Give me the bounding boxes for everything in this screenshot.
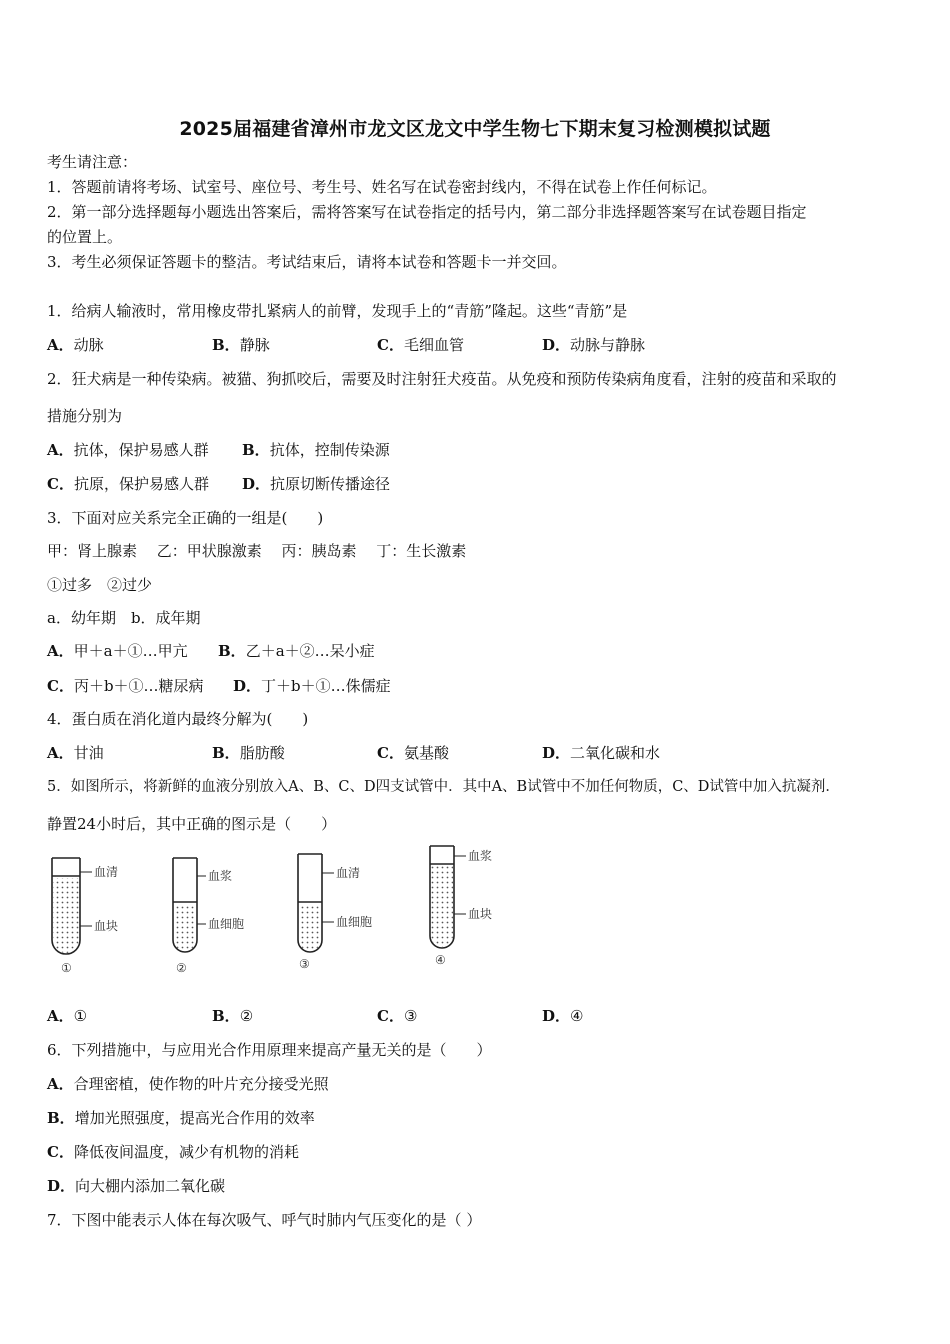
- q4-stem: 4．蛋白质在消化道内最终分解为( ): [47, 710, 309, 728]
- q5-option-a[interactable]: [47, 1006, 87, 1026]
- notice-item: 1．答题前请将考场、试室号、座位号、考生号、姓名写在试卷密封线内，不得在试卷上作任何标记。: [47, 178, 717, 196]
- option-text: ③: [403, 1007, 418, 1025]
- tube-4-number: ④: [435, 953, 446, 967]
- option-text: 抗原，保护易感人群: [73, 475, 209, 493]
- q1-option-c[interactable]: [377, 335, 464, 355]
- q3-option-a[interactable]: [47, 641, 188, 661]
- option-text: 毛细血管: [403, 336, 464, 354]
- option-letter: B．: [242, 441, 270, 459]
- option-letter: B．: [47, 1109, 75, 1127]
- notice-item: 3．考生必须保证答题卡的整洁。考试结束后，请将本试卷和答题卡一并交回。: [47, 253, 567, 271]
- option-letter: B．: [218, 642, 246, 660]
- option-text: 增加光照强度，提高光合作用的效率: [74, 1109, 315, 1127]
- option-text: 甘油: [73, 744, 104, 762]
- option-letter: A．: [47, 1007, 74, 1025]
- option-text: 抗原切断传播途径: [270, 475, 391, 493]
- tube-3-number: ③: [299, 957, 310, 971]
- q5-option-c[interactable]: [377, 1006, 417, 1026]
- q3-stem: 3．下面对应关系完全正确的一组是( ): [47, 509, 324, 527]
- option-letter: B．: [212, 744, 240, 762]
- tube-1-number: ①: [61, 961, 72, 975]
- option-letter: C．: [47, 475, 74, 493]
- option-text: 抗体，保护易感人群: [73, 441, 209, 459]
- option-text: 向大棚内添加二氧化碳: [75, 1177, 226, 1195]
- q2-option-c[interactable]: [47, 474, 209, 494]
- option-letter: D．: [542, 1007, 571, 1025]
- q5-option-b[interactable]: [212, 1006, 253, 1026]
- option-text: 动脉与静脉: [570, 336, 646, 354]
- test-tube-1: [52, 858, 118, 975]
- q6-option-d[interactable]: [47, 1176, 225, 1196]
- option-letter: C．: [377, 336, 404, 354]
- option-letter: C．: [377, 744, 404, 762]
- option-text: 甲＋a＋①…甲亢: [73, 642, 188, 660]
- option-text: ①: [73, 1007, 88, 1025]
- q1-option-a[interactable]: [47, 335, 104, 355]
- notice-heading: 考生请注意：: [47, 153, 138, 171]
- q3-option-c[interactable]: [47, 676, 204, 696]
- option-letter: A．: [47, 336, 74, 354]
- test-tube-2: [173, 858, 244, 975]
- tube-4-top-label: 血浆: [468, 849, 493, 863]
- option-text: 动脉: [73, 336, 104, 354]
- q4-option-d[interactable]: [542, 743, 660, 763]
- page-title: 2025届福建省漳州市龙文区龙文中学生物七下期末复习检测模拟试题: [179, 118, 771, 140]
- q5-stem-line2: 静置24小时后，其中正确的图示是（ ）: [47, 815, 337, 833]
- q6-stem: 6．下列措施中，与应用光合作用原理来提高产量无关的是（ ）: [47, 1041, 492, 1059]
- tube-2-bottom-label: 血细胞: [208, 917, 245, 931]
- q2-stem-line2: 措施分别为: [47, 407, 123, 425]
- q4-option-c[interactable]: [377, 743, 449, 763]
- notice-item: 的位置上。: [47, 228, 123, 246]
- test-tube-3: [298, 854, 372, 971]
- tube-4-bottom-label: 血块: [468, 907, 493, 921]
- q3-hormones: 甲：肾上腺素 乙：甲状腺激素 丙：胰岛素 丁：生长激素: [47, 542, 467, 560]
- q6-option-b[interactable]: [47, 1108, 315, 1128]
- option-text: 乙＋a＋②…呆小症: [245, 642, 375, 660]
- q6-option-a[interactable]: [47, 1074, 329, 1094]
- q3-option-b[interactable]: [218, 641, 375, 661]
- q1-option-d[interactable]: [542, 335, 645, 355]
- option-letter: D．: [542, 336, 571, 354]
- q2-stem-line1: 2．狂犬病是一种传染病。被猫、狗抓咬后，需要及时注射狂犬疫苗。从免疫和预防传染病角度看，注射的疫苗和采取的: [47, 370, 837, 388]
- option-letter: B．: [212, 1007, 240, 1025]
- q7-stem: 7．下图中能表示人体在每次吸气、呼气时肺内气压变化的是（ ）: [47, 1211, 482, 1229]
- option-text: ②: [239, 1007, 254, 1025]
- option-text: 抗体，控制传染源: [269, 441, 390, 459]
- q4-option-b[interactable]: [212, 743, 285, 763]
- q5-stem-line1: 5．如图所示，将新鲜的血液分别放入A、B、C、D四支试管中．其中A、B试管中不加任何物质，C、D试管中加入抗凝剂．: [47, 779, 840, 795]
- option-letter: A．: [47, 642, 74, 660]
- option-text: 静脉: [239, 336, 270, 354]
- option-letter: D．: [233, 677, 262, 695]
- option-letter: A．: [47, 441, 74, 459]
- option-letter: D．: [542, 744, 571, 762]
- option-letter: A．: [47, 744, 74, 762]
- q1-option-b[interactable]: [212, 335, 270, 355]
- q4-option-a[interactable]: [47, 743, 104, 763]
- tube-2-top-label: 血浆: [208, 869, 233, 883]
- q6-option-c[interactable]: [47, 1142, 299, 1162]
- tube-3-top-label: 血清: [336, 866, 361, 880]
- option-text: 脂肪酸: [239, 744, 285, 762]
- notice-item: 2．第一部分选择题每小题选出答案后，需将答案写在试卷指定的括号内，第二部分非选择题答案写在试卷题目指定: [47, 203, 807, 221]
- q5-option-d[interactable]: [542, 1006, 583, 1026]
- q3-periods: a．幼年期 b．成年期: [47, 609, 201, 627]
- option-text: 合理密植，使作物的叶片充分接受光照: [73, 1075, 329, 1093]
- q2-option-d[interactable]: [242, 474, 390, 494]
- option-letter: A．: [47, 1075, 74, 1093]
- tube-3-bottom-label: 血细胞: [336, 915, 373, 929]
- tube-1-bottom-label: 血块: [94, 919, 119, 933]
- option-text: 丙＋b＋①…糖尿病: [73, 677, 204, 695]
- option-text: 丁＋b＋①…侏儒症: [261, 677, 391, 695]
- tube-1-top-label: 血清: [94, 865, 119, 879]
- option-text: ④: [570, 1007, 584, 1025]
- test-tube-4: [430, 846, 492, 967]
- q1-stem: 1．给病人输液时，常用橡皮带扎紧病人的前臂，发现手上的“青筋”隆起。这些“青筋”是: [47, 302, 628, 320]
- q3-amounts: ①过多 ②过少: [47, 576, 153, 594]
- option-letter: D．: [242, 475, 271, 493]
- option-text: 降低夜间温度，减少有机物的消耗: [73, 1143, 299, 1161]
- option-letter: C．: [47, 1143, 74, 1161]
- test-tube-figure: [40, 840, 520, 980]
- option-text: 氨基酸: [403, 744, 449, 762]
- option-letter: C．: [377, 1007, 404, 1025]
- option-letter: B．: [212, 336, 240, 354]
- q2-option-b[interactable]: [242, 440, 390, 460]
- tube-2-number: ②: [176, 961, 187, 975]
- q2-option-a[interactable]: [47, 440, 209, 460]
- q3-option-d[interactable]: [233, 676, 391, 696]
- option-letter: C．: [47, 677, 74, 695]
- option-text: 二氧化碳和水: [570, 744, 661, 762]
- option-letter: D．: [47, 1177, 76, 1195]
